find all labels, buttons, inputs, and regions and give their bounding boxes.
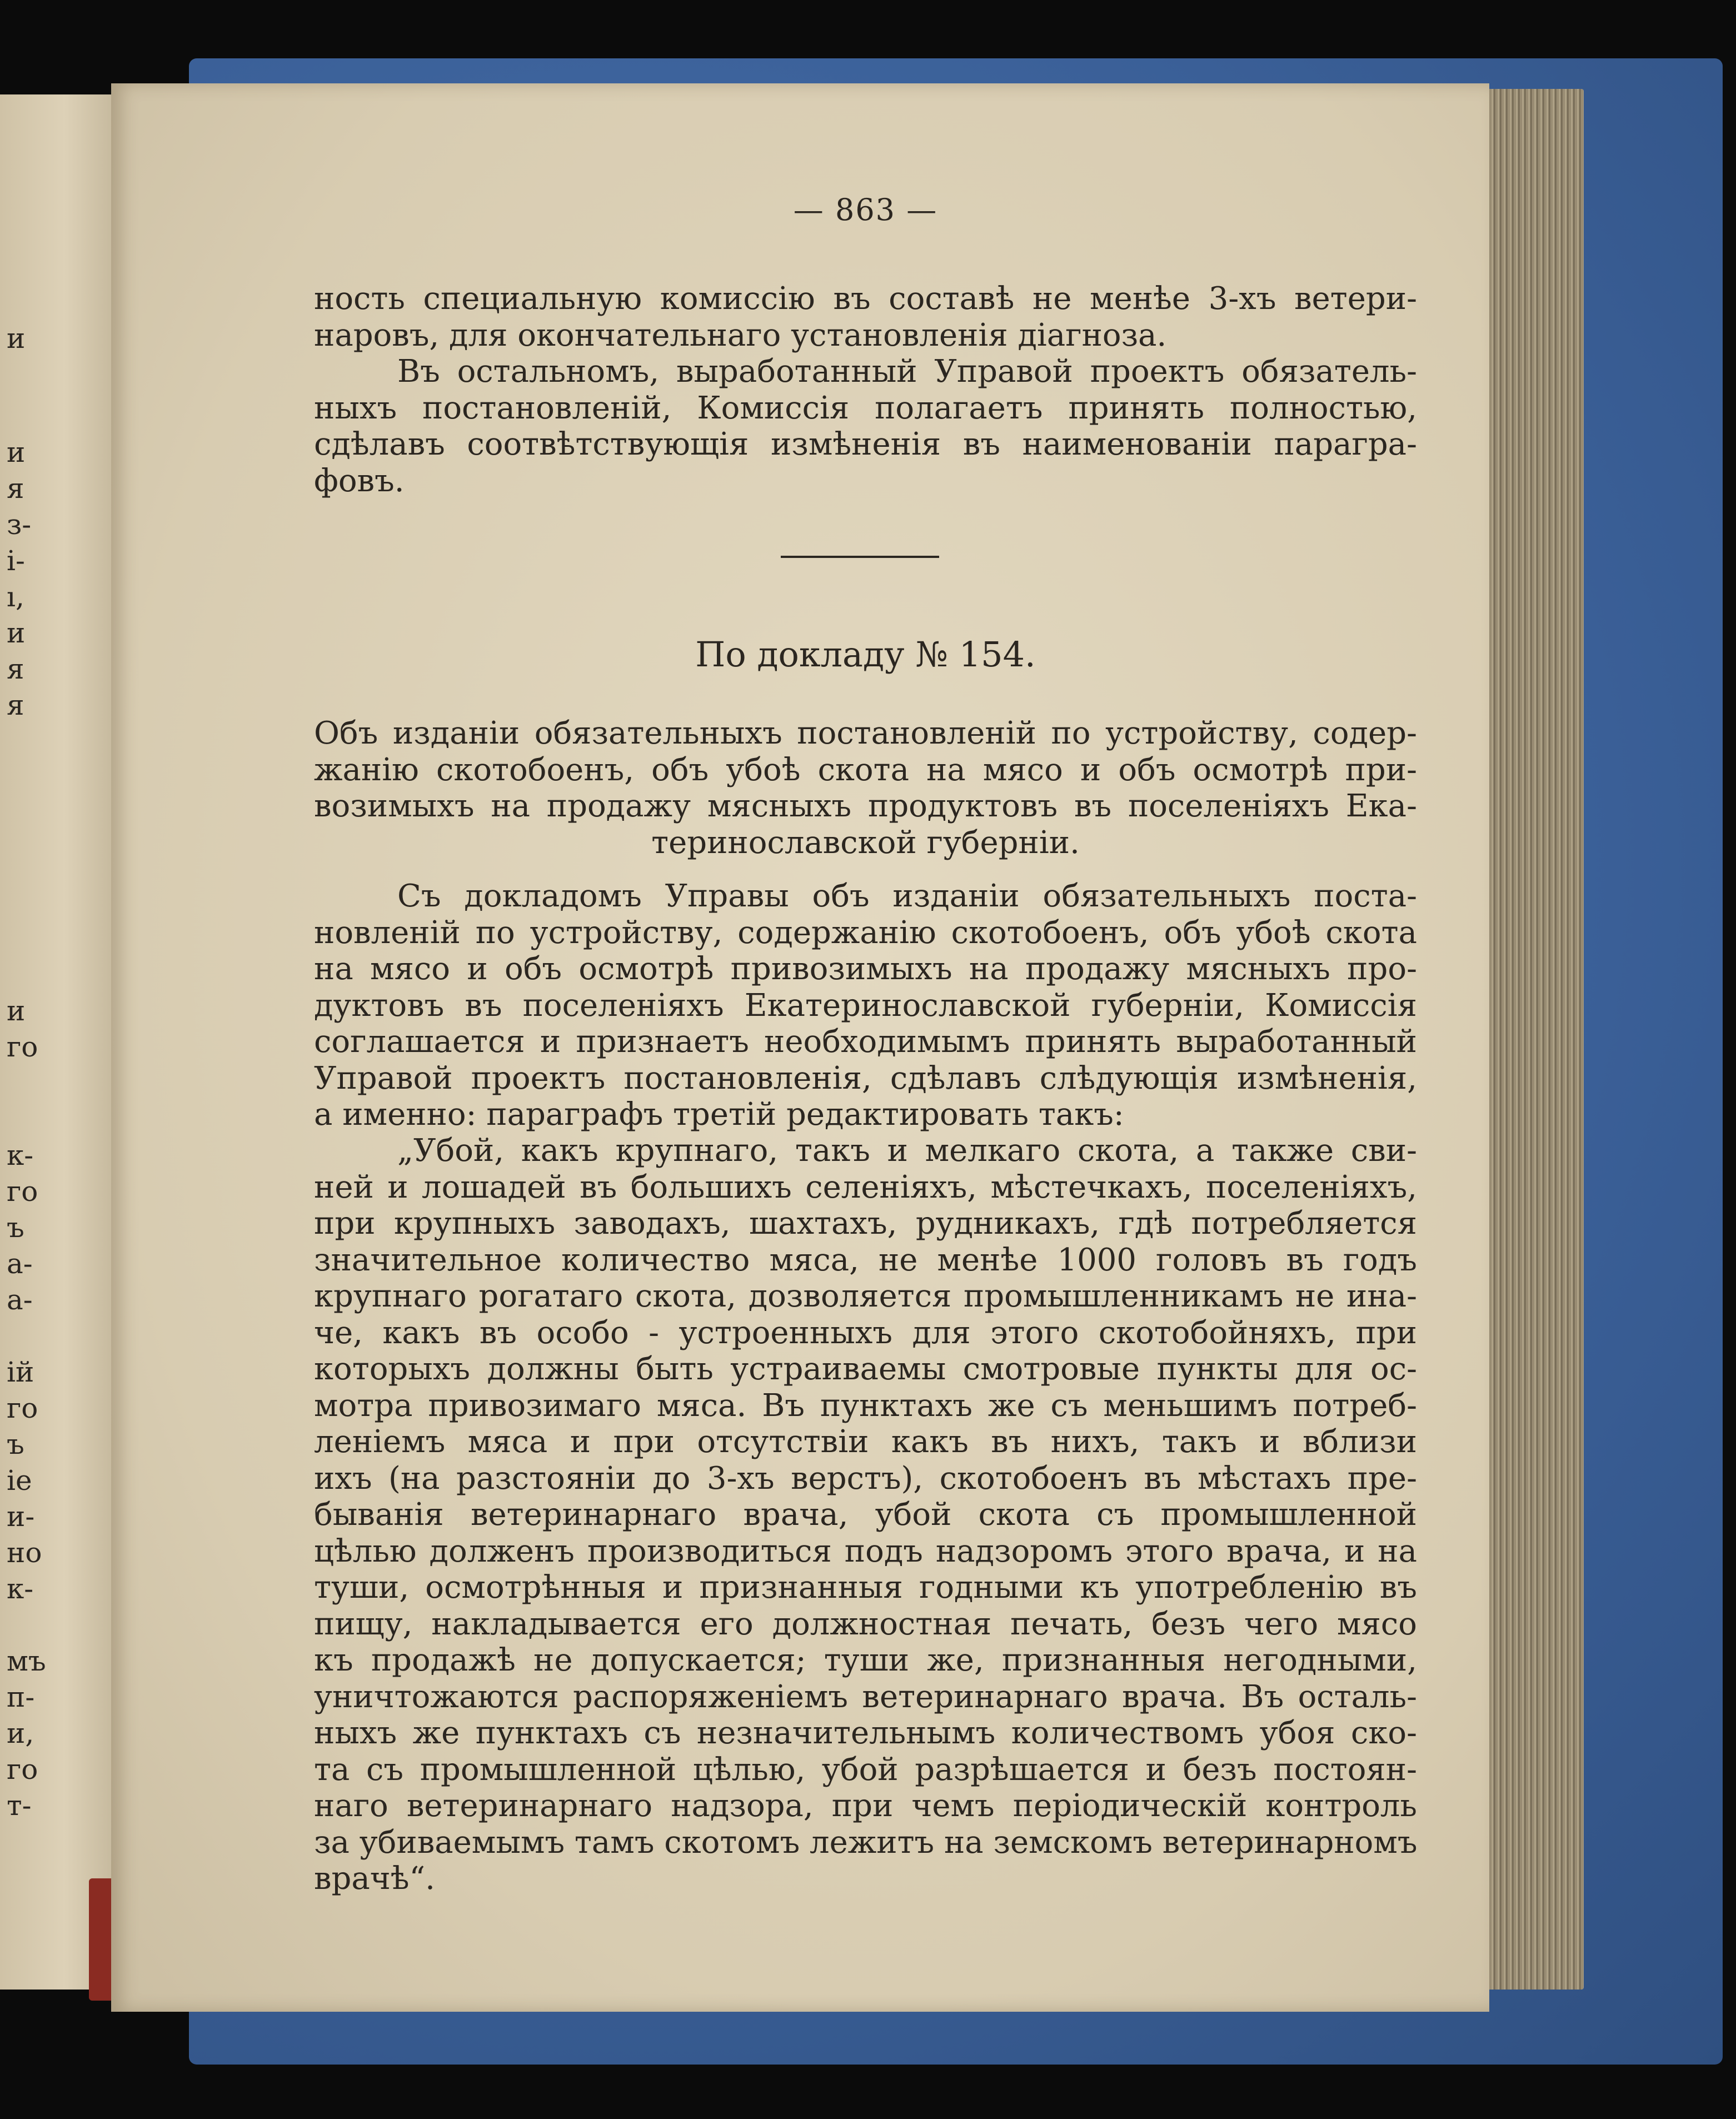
- text-line: Съ докладомъ Управы объ изданіи обязательныхъ поста-: [397, 878, 1417, 914]
- left-margin-fragment: я: [7, 472, 24, 505]
- left-margin-fragment: к-: [7, 1573, 34, 1605]
- quote-paragraph: [314, 1133, 1417, 1897]
- text-line: дуктовъ въ поселеніяхъ Екатеринославской губерніи, Комиссія: [314, 987, 1417, 1024]
- text-line: крупнаго рогатаго скота, дозволяется промышленникамъ не ина-: [314, 1278, 1417, 1314]
- text-line: ныхъ же пунктахъ съ незначительнымъ количествомъ убоя ско-: [314, 1715, 1417, 1751]
- left-margin-fragment: ій: [7, 1356, 34, 1388]
- left-page-margin-text: [0, 94, 129, 1990]
- left-margin-fragment: ъ: [7, 1428, 24, 1460]
- text-line: ней и лошадей въ большихъ селеніяхъ, мѣстечкахъ, поселеніяхъ,: [314, 1169, 1417, 1205]
- left-margin-fragment: но: [7, 1537, 42, 1569]
- left-margin-fragment: го: [7, 1031, 38, 1063]
- second-paragraph: [314, 353, 1417, 499]
- section-heading: По докладу № 154.: [695, 634, 1036, 675]
- left-margin-fragment: и: [7, 617, 26, 649]
- text-line: леніемъ мяса и при отсутствіи какъ въ нихъ, такъ и вблизи: [314, 1424, 1417, 1460]
- left-margin-fragment: и-: [7, 1500, 35, 1533]
- text-line: Объ изданіи обязательныхъ постановленій по устройству, содер-: [314, 715, 1417, 751]
- text-line: ихъ (на разстояніи до 3-хъ верстъ), скотобоенъ въ мѣстахъ пре-: [314, 1460, 1417, 1497]
- text-line: та съ промышленной цѣлью, убой разрѣшается и безъ постоян-: [314, 1751, 1417, 1788]
- text-line: ныхъ постановленій, Комиссія полагаетъ принять полностью,: [314, 390, 1417, 426]
- text-line: че, какъ въ особо - устроенныхъ для этого скотобойняхъ, при: [314, 1314, 1417, 1351]
- left-margin-fragment: и: [7, 436, 26, 468]
- text-line: Въ остальномъ, выработанный Управой проектъ обязатель-: [397, 353, 1417, 390]
- left-margin-fragment: п-: [7, 1681, 35, 1713]
- text-line: наго ветеринарнаго надзора, при чемъ періодическій контроль: [314, 1788, 1417, 1824]
- text-line: значительное количество мяса, не менѣе 1000 головъ въ годъ: [314, 1242, 1417, 1278]
- right-page: [111, 83, 1489, 2012]
- text-line: „Убой, какъ крупнаго, такъ и мелкаго скота, а также сви-: [397, 1133, 1417, 1169]
- text-line: возимыхъ на продажу мясныхъ продуктовъ въ поселеніяхъ Ека-: [314, 788, 1417, 824]
- text-line: уничтожаются распоряженіемъ ветеринарнаго врача. Въ осталь-: [314, 1678, 1417, 1715]
- section-subtitle: [314, 715, 1417, 861]
- left-margin-fragment: і-: [7, 545, 25, 577]
- left-margin-fragment: а-: [7, 1284, 33, 1316]
- text-line: а именно: параграфъ третій редактировать такъ:: [314, 1096, 1124, 1133]
- text-line: Управой проектъ постановленія, сдѣлавъ слѣдующія измѣненія,: [314, 1060, 1417, 1096]
- text-line: быванія ветеринарнаго врача, убой скота съ промышленной: [314, 1497, 1417, 1533]
- text-line: жанію скотобоенъ, объ убоѣ скота на мясо и объ осмотрѣ при-: [314, 751, 1417, 788]
- left-margin-fragment: го: [7, 1392, 38, 1424]
- page-edges: [1478, 89, 1584, 1990]
- text-line: при крупныхъ заводахъ, шахтахъ, рудникахъ, гдѣ потребляется: [314, 1205, 1417, 1242]
- text-line: сдѣлавъ соотвѣтствующія измѣненія въ наименованіи парагра-: [314, 426, 1417, 462]
- left-margin-fragment: іе: [7, 1464, 32, 1497]
- text-line: цѣлью долженъ производиться подъ надзоромъ этого врача, и на: [314, 1533, 1417, 1569]
- left-margin-fragment: а-: [7, 1248, 33, 1280]
- section-divider: [781, 556, 939, 558]
- left-margin-fragment: мъ: [7, 1645, 46, 1677]
- text-line: на мясо и объ осмотрѣ привозимыхъ на продажу мясныхъ про-: [314, 951, 1417, 987]
- left-margin-fragment: го: [7, 1753, 38, 1786]
- text-line: новленій по устройству, содержанію скотобоенъ, объ убоѣ скота: [314, 914, 1417, 951]
- text-line: врачѣ“.: [314, 1861, 435, 1897]
- body-paragraph: [314, 878, 1417, 1133]
- left-margin-fragment: з-: [7, 508, 32, 541]
- text-line: фовъ.: [314, 462, 405, 499]
- text-line: наровъ, для окончательнаго установленія діагноза.: [314, 317, 1167, 353]
- left-margin-fragment: я: [7, 689, 24, 721]
- text-line: ность специальную комиссію въ составѣ не менѣе 3-хъ ветери-: [314, 281, 1417, 317]
- left-margin-fragment: и,: [7, 1717, 34, 1749]
- text-line: туши, осмотрѣнныя и признанныя годными къ употребленію въ: [314, 1569, 1417, 1606]
- left-margin-fragment: я: [7, 653, 24, 685]
- page-number: — 863 —: [793, 192, 938, 227]
- section-heading-wrap: [314, 636, 1417, 673]
- left-margin-fragment: и: [7, 322, 26, 355]
- left-margin-fragment: т-: [7, 1789, 32, 1822]
- intro-paragraph: [314, 281, 1417, 353]
- text-line: за убиваемымъ тамъ скотомъ лежитъ на земскомъ ветеринарномъ: [314, 1824, 1418, 1861]
- text-line: которыхъ должны быть устраиваемы смотровые пункты для ос-: [314, 1351, 1417, 1387]
- left-margin-fragment: ı,: [7, 581, 24, 613]
- text-line: пищу, накладывается его должностная печать, безъ чего мясо: [314, 1606, 1417, 1642]
- left-margin-fragment: и: [7, 995, 26, 1027]
- left-margin-fragment: к-: [7, 1139, 34, 1171]
- text-line: соглашается и признаетъ необходимымъ принять выработанный: [314, 1024, 1417, 1060]
- left-margin-fragment: ъ: [7, 1211, 24, 1244]
- text-line: къ продажѣ не допускается; туши же, признанныя негодными,: [314, 1642, 1417, 1678]
- text-line: мотра привозимаго мяса. Въ пунктахъ же съ меньшимъ потреб-: [314, 1387, 1417, 1424]
- text-line: теринославской губерніи.: [651, 824, 1080, 861]
- left-margin-fragment: го: [7, 1175, 38, 1208]
